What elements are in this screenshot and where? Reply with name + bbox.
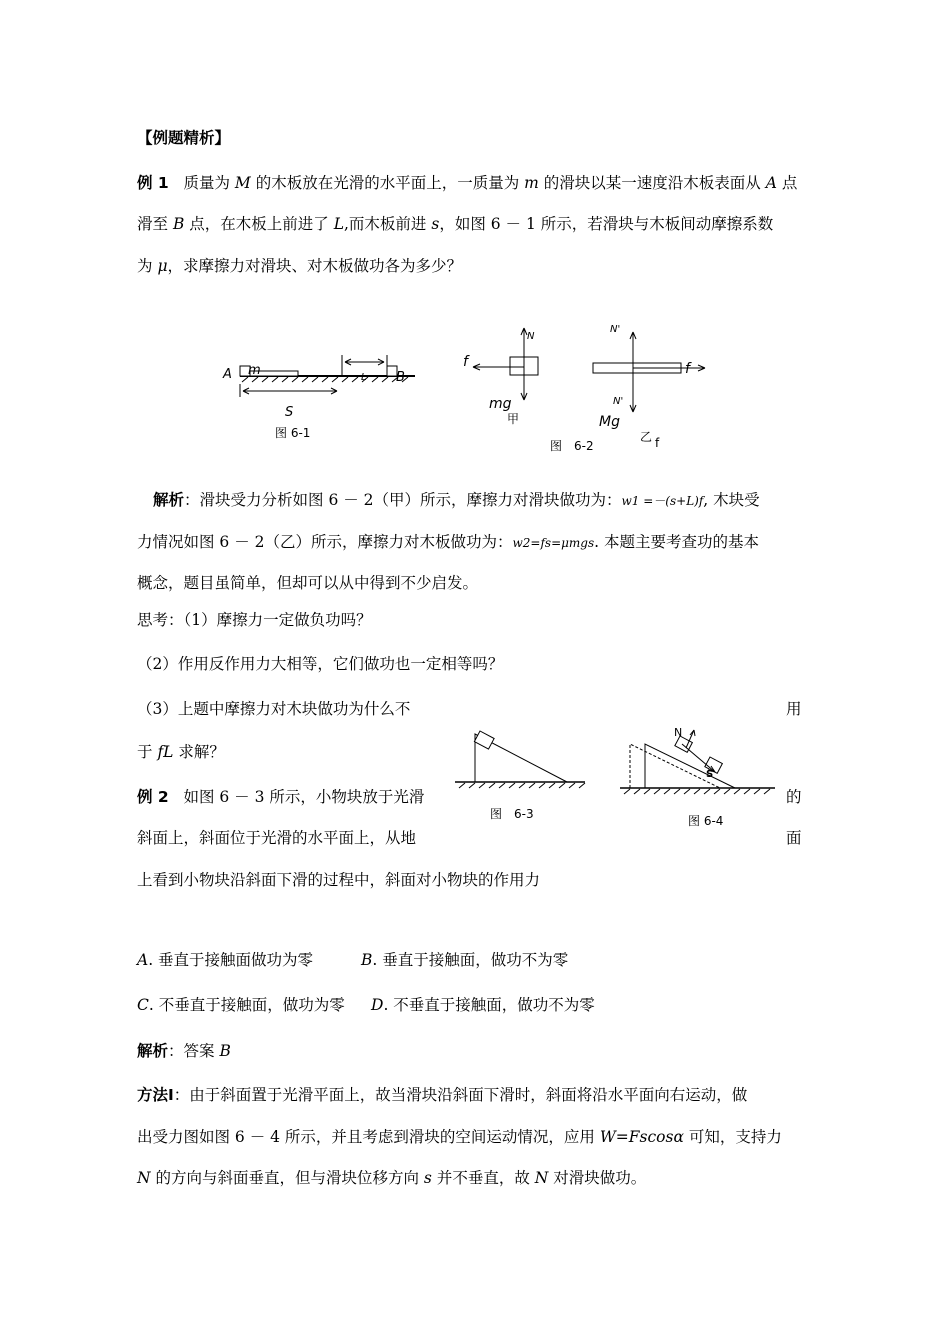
example-1-line-2: 滑至 B 点，在木板上前进了 L,而木板前进 s，如图 6 － 1 所示，若滑块与木板间动摩擦系数 [137,215,774,233]
fig-6-2-caption: 图 6-2 [550,439,594,453]
formula-w1: w1 =－(s+L)f [621,494,704,508]
label-N: N [674,726,683,739]
method-line-3: N 的方向与斜面垂直，但与滑块位移方向 s 并不垂直，故 N 对滑块做功。 [137,1169,647,1187]
fig-6-4-caption: 图 6-4 [688,814,724,828]
think-q3-cont: 于 fL 求解？ [137,743,225,761]
formula-work: W=Fscosα [599,1128,684,1146]
method-line-2: 出受力图如图 6 － 4 所示，并且考虑到滑块的空间运动情况，应用 W=Fscosα 可知，支持力 [137,1128,782,1146]
example-2-line-2-right: 面 [786,829,802,847]
answer-value: B [219,1042,231,1060]
example-2-line-1-right: 的 [786,788,802,806]
example-1-line-1: 例 1 质量为 M 的木板放在光滑的水平面上，一质量为 m 的滑块以某一速度沿木板表面从 A 点 [137,174,798,192]
solution-1-line-1: 解析：滑块受力分析如图 6 － 2（甲）所示，摩擦力对滑块做功为：w1 =－(s+L)f, 木块受 [153,491,760,509]
yi-f2: f [655,436,660,450]
figure-6-4 [620,722,780,832]
think-q3-right: 用 [786,700,802,718]
label-m: m [248,363,261,378]
fig-6-1-caption: 图 6-1 [275,426,311,440]
method-line-1: 方法Ⅰ：由于斜面置于光滑平面上，故当滑块沿斜面下滑时，斜面将沿水平面向右运动，做 [137,1086,748,1104]
example-2-line-3: 上看到小物块沿斜面下滑的过程中，斜面对小物块的作用力 [137,871,541,889]
option-C: C. 不垂直于接触面，做功为零 [137,996,345,1014]
yi-Mg: Mg [599,414,620,430]
solution-1-label: 解析 [153,491,185,509]
think-q2: （2）作用反作用力大相等，它们做功也一定相等吗？ [137,655,504,673]
yi-label: 乙 [640,430,653,444]
jia-label: 甲 [507,412,520,426]
answer-label: 解析 [137,1042,169,1060]
label-B: B [396,370,405,385]
example-2-line-2: 斜面上，斜面位于光滑的水平面上，从地 [137,829,417,847]
jia-N: N [527,331,535,342]
yi-N-top: N' [610,324,621,335]
jia-f: f [463,354,468,370]
yi-N-bottom: N' [613,396,624,407]
small-block [474,731,494,749]
figure-6-2 [455,320,725,455]
option-D: D. 不垂直于接触面，做功不为零 [371,996,595,1014]
example-1-label: 例 1 [137,174,169,192]
figure-6-1 [215,345,425,445]
label-A: A [223,367,232,382]
jia-mg: mg [489,396,512,412]
example-2-line-1: 例 2 如图 6 － 3 所示，小物块放于光滑 [137,788,425,806]
label-S: S [285,405,294,420]
solution-1-line-3: 概念，题目虽简单，但却可以从中得到不少启发。 [137,574,479,592]
yi-f: f [685,361,690,377]
option-B: B. 垂直于接触面，做功不为零 [361,951,569,969]
think-q1: 思考：（1）摩擦力一定做负功吗？ [137,611,372,629]
solution-1-line-2: 力情况如图 6 － 2（乙）所示，摩擦力对木板做功为：w2=fs=μmgs. 本题主要考查功的基本 [137,533,760,551]
fig-6-3-caption: 图 6-3 [490,807,534,821]
option-A: A. 垂直于接触面做功为零 [137,951,314,969]
section-heading: 【例题精析】 [137,129,231,147]
example-2-label: 例 2 [137,788,169,806]
answer-line: 解析：答案 B [137,1042,231,1060]
figure-6-3 [455,722,590,827]
method-label: 方法Ⅰ [137,1086,174,1104]
example-1-line-3: 为 μ，求摩擦力对滑块、对木板做功各为多少？ [137,257,463,275]
formula-w2: w2=fs=μmgs [512,536,595,550]
label-S: S [706,769,714,780]
label-L: L [361,372,367,383]
think-q3: （3）上题中摩擦力对木块做功为什么不 [137,700,411,718]
